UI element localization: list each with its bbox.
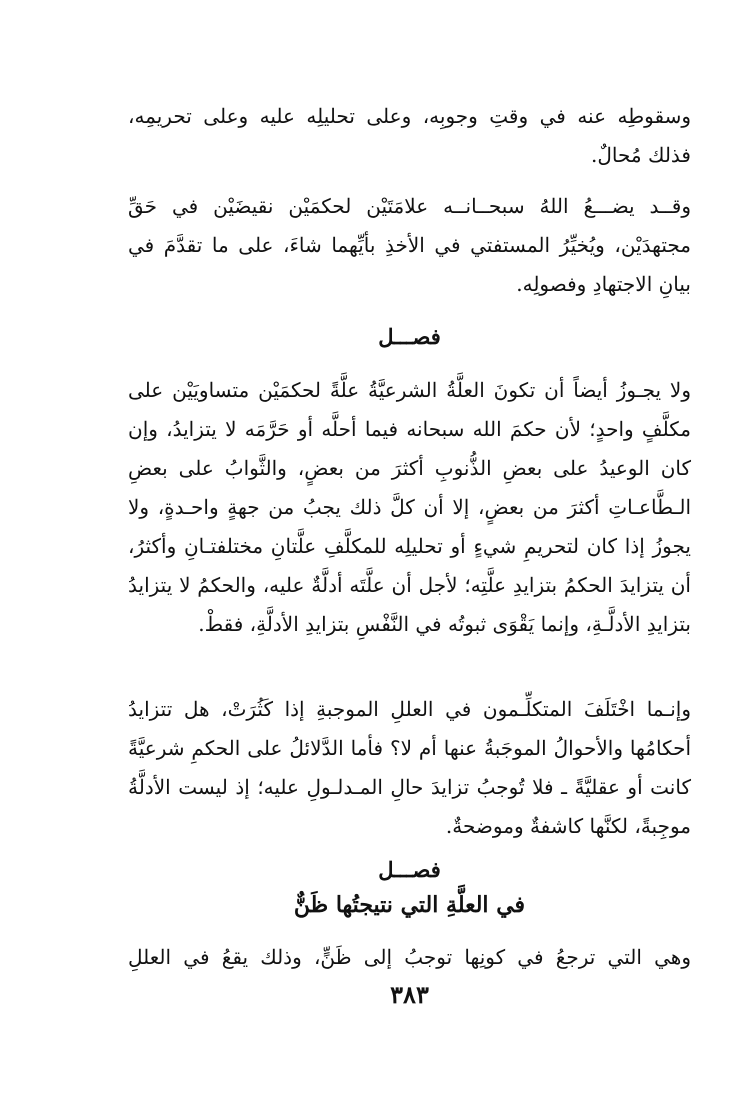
section-heading-fasl: فصـــل: [378, 324, 441, 349]
paragraph-continuation: وسقوطِه عنه في وقتِ وجوبِه، وعلى تحليلِه عليه وعلى تحريمِه، فذلك مُحالٌ.: [128, 104, 691, 167]
paragraph-zann: وهي التي ترجعُ في كونِها توجبُ إلى ظَنٍّ، وذلك يقعُ في العللِ: [128, 945, 691, 969]
paragraph-cause-rulings: ولا يجـوزُ أيضاً أن تكونَ العلَّةُ الشرعيَّةُ علَّةً لحكمَيْن متساويَيْن على مكلَّفٍ واحدٍ؛ لأن حكمَ الله سبحانه فيما أحلَّه أو حَرَّمَه لا يتزايدُ، وإن كان الوعيدُ على بعضِ الذُّنوبِ أكثرَ من بعضٍ، والثَّوابُ على بعضِ الـطَّاعـاتِ أكثرَ من بعضٍ، إلا أن كلَّ ذلك يجبُ من جهةٍ واحـدةٍ، ولا يجوزُ إذا كان لتحريمِ شيءٍ أو تحليلِه للمكلَّفِ علَّتانِ مختلفتـانِ وأكثرُ، أن يتزايدَ الحكمُ بتزايدِ علَّتِه؛ لأجل أن علَّتَه أدلَّةٌ عليه، والحكمُ لا يتزايدُ بتزايدِ الأدلَّـةِ، وإنما يَقْوَى ثبوتُه في النَّفْسِ بتزايدِ الأدلَّةِ، فقطْ.: [128, 378, 691, 636]
paragraph-theologians: وإنـما اخْتَلَفَ المتكلِّـمون في العللِ الموجبةِ إذا كَثُرَتْ، هل تتزايدُ أحكامُها والأحوالُ الموجَبةُ عنها أم لا؟ فأما الدَّلائلُ على الحكمِ شرعيَّةً كانت أو عقليَّةً ـ فلا تُوجبُ تزايدَ حالِ المـدلـولِ عليه؛ إذ ليست الأدلَّةُ موجِبةً، لكنَّها كاشفةٌ وموضحةٌ.: [128, 697, 691, 838]
section-heading-fasl-second: فصـــل: [378, 857, 441, 882]
page-number: ٣٨٣: [390, 980, 429, 1009]
section-subtitle: في العلَّةِ التي نتيجتُها ظَنٌّ: [293, 892, 526, 918]
paragraph-two-signs: وقــد يضـــعُ اللهُ سبحــانــه علامَتَيْن لحكمَيْن نقيضَيْن في حَقِّ مجتهدَيْن، ويُخيِّرُ المستفتي في الأخذِ بأيِّهما شاءَ، على ما تقدَّمَ في بيانِ الاجتهادِ وفصولِه.: [128, 194, 691, 296]
